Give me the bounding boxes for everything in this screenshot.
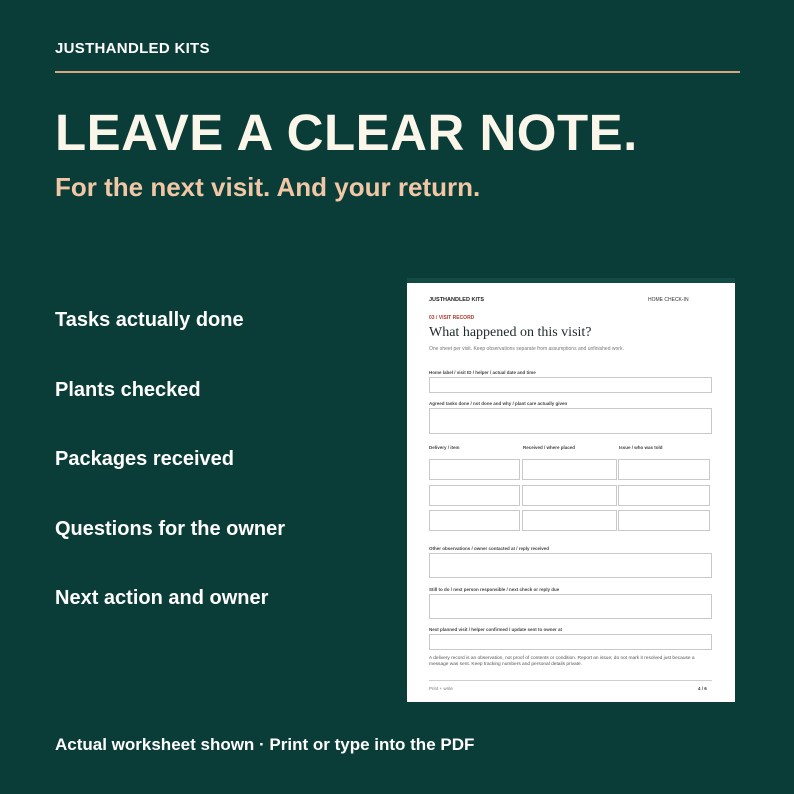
table-header-received: Received / where placed xyxy=(523,445,576,450)
worksheet-footer-left: Print + write xyxy=(429,686,453,691)
worksheet-brand: JUSTHANDLED KITS xyxy=(429,297,485,303)
worksheet-preview xyxy=(407,278,735,702)
worksheet-description: One sheet per visit. Keep observations separate from assumptions and unfinished work. xyxy=(429,346,624,352)
headline: LEAVE A CLEAR NOTE. xyxy=(55,104,638,161)
divider-rule xyxy=(55,71,740,73)
feature-item: Tasks actually done xyxy=(55,309,244,331)
field-box-visit xyxy=(429,377,712,393)
field-label-next-visit: Next planned visit / helper confirmed / update sent to owner at xyxy=(429,627,563,632)
table-cell xyxy=(522,459,617,480)
table-cell xyxy=(429,485,520,506)
feature-item: Questions for the owner xyxy=(55,517,286,540)
field-label-still-to-do: Still to do / next person responsible / next check or reply due xyxy=(429,587,560,592)
footer-caption: Actual worksheet shown · Print or type into the PDF xyxy=(55,735,475,754)
field-label-tasks: Agreed tasks done / not done and why / plant care actually given xyxy=(429,401,568,406)
worksheet-footer-rule xyxy=(429,680,712,681)
worksheet-note: A delivery record is an observation, not proof of contents or condition. Report an issue; do not mark it resolved just because a message was sent. Keep tracking numbers and personal details private. xyxy=(429,656,695,667)
table-cell xyxy=(618,459,710,480)
subheadline: For the next visit. And your return. xyxy=(55,172,481,202)
table-cell xyxy=(429,459,520,480)
worksheet-title: What happened on this visit? xyxy=(429,325,592,340)
table-cell xyxy=(522,485,617,506)
field-box-observations xyxy=(429,553,712,578)
table-header-delivery: Delivery / item xyxy=(429,445,460,450)
worksheet-corner-label: HOME CHECK-IN xyxy=(648,297,689,303)
field-box-still-to-do xyxy=(429,594,712,619)
table-cell xyxy=(429,510,520,531)
field-label-visit: Home label / visit ID / helper / actual date and time xyxy=(429,370,536,375)
field-label-observations: Other observations / owner contacted at / reply received xyxy=(429,546,550,551)
brand-name: JUSTHANDLED KITS xyxy=(55,40,210,57)
worksheet-section-label: 03 / VISIT RECORD xyxy=(429,315,475,321)
field-box-next-visit xyxy=(429,634,712,650)
field-box-tasks xyxy=(429,408,712,434)
table-cell xyxy=(618,485,710,506)
feature-item: Next action and owner xyxy=(55,587,269,609)
table-header-issue: Issue / who was told xyxy=(619,445,663,450)
table-cell xyxy=(618,510,710,531)
feature-list xyxy=(55,307,285,655)
worksheet-page-number: 4 / 6 xyxy=(698,686,707,691)
feature-item: Packages received xyxy=(55,448,235,470)
feature-item: Plants checked xyxy=(55,378,201,401)
table-cell xyxy=(522,510,617,531)
